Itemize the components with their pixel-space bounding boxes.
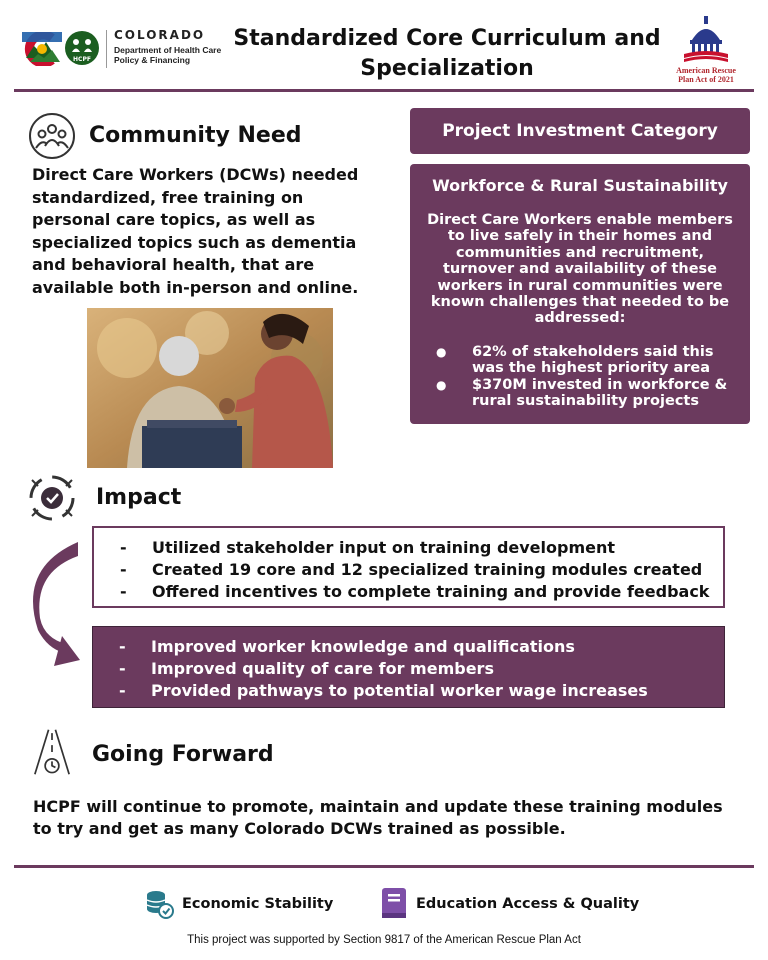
hcpf-badge-icon [64,30,100,66]
investment-bullets [436,344,736,410]
community-need-heading: Community Need [89,123,302,148]
road-forward-icon [28,728,76,776]
svg-text:HCPF: HCPF [73,56,91,63]
page-title: Standardized Core Curriculum and Specialization [233,26,661,81]
header-divider [14,89,754,92]
impact-output-item: - Created 19 core and 12 specialized training modules created [118,559,709,581]
caregiver-photo [87,308,333,468]
footer-divider [14,865,754,868]
impact-target-icon [28,474,76,522]
investment-category-box [410,164,750,424]
footer-note: This project was supported by Section 9817 of the American Rescue Plan Act [187,934,581,946]
going-forward-heading: Going Forward [92,742,274,767]
impact-outcome-item: - Improved quality of care for members [117,658,648,680]
community-need-text: Direct Care Workers (DCWs) needed standardized, free training on personal care topics, as well as specialized topics such as dementia and behavioral health, that are available both in-person and online. [32,165,359,297]
hcpf-logo [22,28,232,72]
arpa-text: American Rescue Plan Act of 2021 [676,66,736,84]
logo-colorado-text: COLORADO [114,28,206,42]
going-forward-text: HCPF will continue to promote, maintain and update these training modules to try and get as many Colorado DCWs trained as possible. [33,797,723,838]
impact-outcomes-list [117,636,648,702]
impact-output-item: - Offered incentives to complete training and provide feedback [118,581,709,603]
investment-bullet: ● 62% of stakeholders said this was the highest priority area [436,344,736,377]
impact-outcome-item: - Improved worker knowledge and qualifications [117,636,648,658]
footer-tag-education [380,886,639,922]
logo-divider [106,30,107,68]
impact-output-item: - Utilized stakeholder input on training development [118,537,709,559]
investment-bullet: ● $370M invested in workforce & rural sustainability projects [436,377,736,410]
logo-department-text: Department of Health Care Policy & Financing [114,45,222,65]
impact-heading: Impact [96,485,182,510]
capitol-dome-icon [668,14,744,66]
investment-category-name: Workforce & Rural Sustainability [432,176,728,195]
footer-tag-label: Education Access & Quality [416,896,640,912]
footer-tag-label: Economic Stability [182,896,334,912]
footer-tag-economic-stability [144,886,333,922]
community-people-icon [28,112,76,160]
coins-stack-icon [144,889,174,919]
curved-arrow-icon [18,538,88,672]
arpa-logo [668,14,744,86]
impact-outcome-item: - Provided pathways to potential worker wage increases [117,680,648,702]
investment-category-heading: Project Investment Category [410,108,750,154]
impact-outputs-list [118,537,709,603]
impact-outputs-box [92,526,725,608]
book-icon [380,887,408,921]
investment-description: Direct Care Workers enable members to live safely in their homes and communities and recruitment, turnover and availability of these workers in rural communities were known challenges that needed to be addressed: [427,212,733,327]
impact-outcomes-box [92,626,725,708]
colorado-c-logo-icon [22,32,62,66]
